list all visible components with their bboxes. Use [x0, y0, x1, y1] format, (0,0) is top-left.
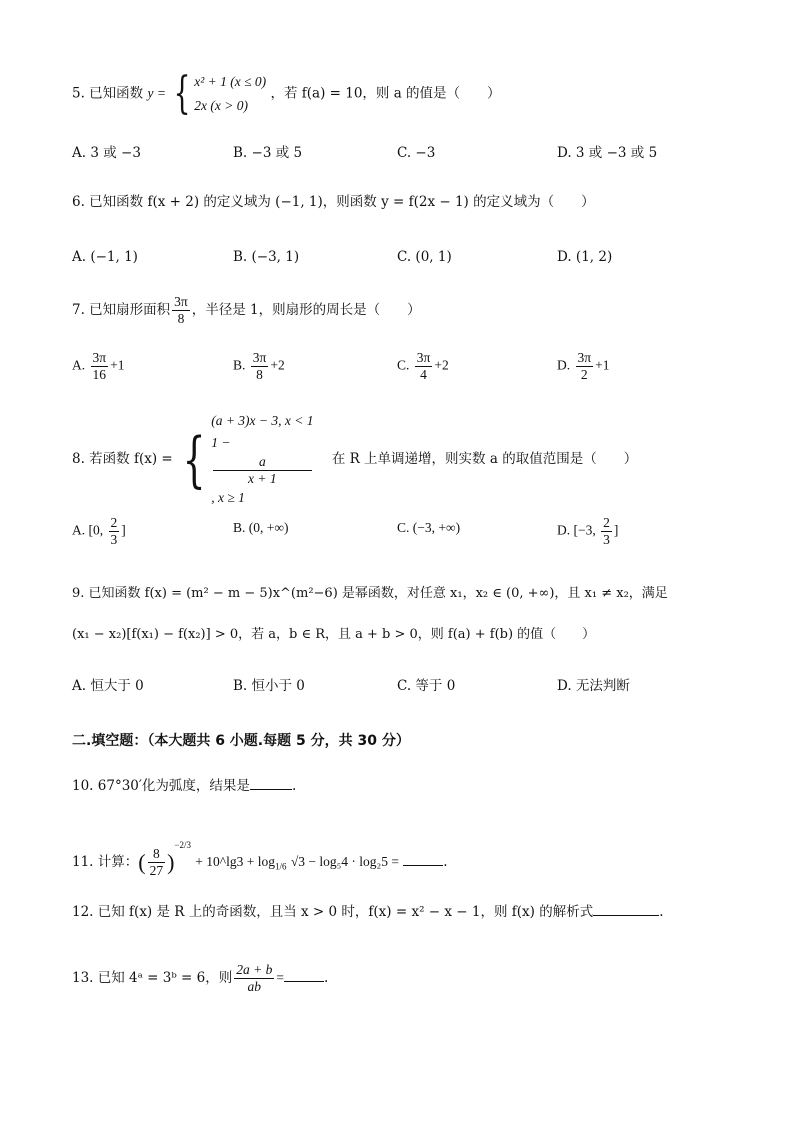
q11-log-base: 1/6 — [275, 861, 287, 872]
q11-exponent: −2/3 — [174, 840, 191, 850]
q7-option-fraction — [91, 350, 109, 383]
q12-text: 12. 已知 f(x) 是 R 上的奇函数，且当 x > 0 时，f(x) = x² − x − 1，则 f(x) 的解析式 — [72, 904, 594, 920]
frac-num: 2a + b — [236, 962, 273, 977]
frac-num: 3π — [416, 350, 431, 365]
q11-lead: 11. 计算： — [72, 854, 139, 870]
q8-option-a — [72, 515, 126, 548]
frac-num: 3π — [577, 350, 592, 365]
q5-lead: 5. 已知函数 — [72, 85, 144, 102]
q8-option-post: ] — [121, 522, 126, 538]
q9-option-c: C. 等于 0 — [397, 678, 456, 694]
q8-option-label: A. — [72, 522, 86, 538]
q7-option-rest: +2 — [270, 357, 285, 373]
q8-option-pre: (−3, +∞) — [412, 520, 461, 535]
q10-end: . — [291, 778, 297, 794]
q8-option-b — [233, 518, 289, 538]
frac-den: 3 — [603, 532, 610, 547]
q11-fraction — [148, 846, 166, 879]
q8-option-label: C. — [397, 520, 410, 535]
q6-option-b: B. (−3, 1) — [233, 249, 300, 265]
frac-den: 2 — [580, 367, 588, 382]
q13-lead: 13. 已知 4ᵃ = 3ᵇ = 6，则 — [72, 970, 233, 986]
q8-option-fraction — [601, 515, 612, 548]
q8-case2 — [211, 432, 313, 509]
q7-fraction — [172, 294, 190, 327]
q9-option-a: A. 恒大于 0 — [72, 678, 144, 694]
q8-option-post: ] — [613, 522, 619, 538]
q5-option-d: D. 3 或 −3 或 5 — [557, 145, 658, 161]
q5-case1: x² + 1 (x ≤ 0) — [194, 74, 267, 89]
q7-option-fraction — [251, 350, 269, 383]
frac-num: 2 — [110, 515, 118, 530]
q8-option-pre: [−3, — [573, 522, 600, 538]
frac-num: 3π — [92, 350, 107, 365]
q6-option-a: A. (−1, 1) — [72, 249, 138, 265]
frac-num: 2 — [603, 515, 610, 530]
q13-end: . — [323, 970, 329, 986]
brace-icon: { — [182, 424, 206, 495]
q7-option-d — [557, 350, 609, 383]
q7-frac-den: 8 — [177, 311, 185, 326]
question-10 — [72, 776, 296, 796]
frac-num: a — [213, 454, 311, 471]
q8-option-label: D. — [557, 522, 571, 538]
q8-case2-pre: 1 − — [211, 435, 231, 450]
q7-frac-num: 3π — [174, 294, 188, 309]
q5-option-a: A. 3 或 −3 — [72, 145, 141, 161]
q7-option-rest: +2 — [434, 357, 449, 373]
frac-den: 8 — [256, 367, 263, 382]
question-8 — [72, 410, 637, 509]
q8-option-label: B. — [233, 520, 246, 535]
q8-option-pre: [0, — [88, 522, 107, 538]
question-5 — [72, 70, 501, 118]
q8-option-c — [397, 518, 460, 538]
answer-blank[interactable] — [593, 902, 659, 916]
answer-blank[interactable] — [284, 968, 324, 982]
question-9-line-2: (x₁ − x₂)[f(x₁) − f(x₂)] > 0，若 a，b ∈ R，且 a + b > 0，则 f(a) + f(b) 的值（ ） — [72, 627, 596, 642]
frac-den: 27 — [149, 863, 164, 878]
question-9-line-1: 9. 已知函数 f(x) = (m² − m − 5)x^(m²−6) 是幂函数，对任意 x₁，x₂ ∈ (0, +∞)，且 x₁ ≠ x₂，满足 — [72, 586, 668, 601]
q7-option-a — [72, 350, 124, 383]
section-title-fill-in: 二.填空题：（本大题共 6 小题.每题 5 分，共 30 分） — [72, 733, 410, 749]
paren-left: ( — [138, 849, 146, 875]
q8-option-fraction — [109, 515, 120, 548]
q11-mid: + 10^lg3 + log — [195, 854, 275, 869]
paren-right: ) — [167, 849, 175, 875]
question-7 — [72, 294, 421, 327]
frac-den: 3 — [110, 532, 118, 547]
q6-option-c: C. (0, 1) — [397, 249, 452, 265]
q7-option-rest: +1 — [110, 357, 125, 373]
q11-rest: √3 − log₅4 · log₂5 = — [290, 854, 399, 869]
q7-option-label: C. — [397, 357, 410, 373]
q13-eq: = — [276, 970, 284, 985]
q5-case2: 2x (x > 0) — [194, 98, 248, 113]
q8-case2-post: , x ≥ 1 — [211, 490, 245, 505]
question-6: 6. 已知函数 f(x + 2) 的定义域为 (−1, 1)，则函数 y = f(2x − 1) 的定义域为（ ） — [72, 194, 595, 210]
q5-cases — [194, 70, 266, 118]
brace-icon: { — [173, 68, 191, 119]
q5-tail: ，若 f(a) = 10，则 a 的值是（ ） — [270, 85, 501, 102]
frac-den: 4 — [420, 367, 427, 382]
q12-end: . — [659, 904, 664, 920]
q7-tail: ，半径是 1，则扇形的周长是（ ） — [191, 302, 421, 318]
q10-text: 10. 67°30′化为弧度，结果是 — [72, 778, 250, 794]
q7-option-rest: +1 — [595, 357, 610, 373]
q7-option-b — [233, 350, 285, 383]
q13-fraction — [234, 962, 274, 995]
answer-blank[interactable] — [403, 852, 443, 866]
q6-option-d: D. (1, 2) — [557, 249, 613, 265]
question-13 — [72, 962, 328, 995]
q8-tail: 在 R 上单调递增，则实数 a 的取值范围是（ ） — [331, 451, 638, 467]
frac-den: x + 1 — [248, 471, 277, 486]
q7-option-label: A. — [72, 357, 86, 373]
frac-num: 8 — [148, 846, 166, 863]
q7-option-fraction — [415, 350, 433, 383]
frac-den: 16 — [92, 367, 107, 382]
answer-blank[interactable] — [250, 776, 292, 790]
q7-option-c — [397, 350, 449, 383]
frac-num: 3π — [252, 350, 267, 365]
q5-func: y = — [147, 85, 166, 101]
q8-cases — [211, 410, 313, 509]
q5-option-b: B. −3 或 5 — [233, 145, 303, 161]
q11-end: . — [443, 854, 448, 870]
question-11 — [72, 835, 448, 879]
q7-option-fraction — [576, 350, 594, 383]
q8-case1: (a + 3)x − 3, x < 1 — [211, 413, 314, 428]
q7-option-label: B. — [233, 357, 246, 373]
q7-lead: 7. 已知扇形面积 — [72, 302, 171, 318]
q8-case2-fraction — [213, 454, 311, 487]
q9-option-d: D. 无法判断 — [557, 678, 630, 694]
question-12 — [72, 902, 664, 922]
q5-option-c: C. −3 — [397, 145, 436, 161]
q8-option-pre: (0, +∞) — [248, 520, 289, 535]
q7-option-label: D. — [557, 357, 571, 373]
frac-den: ab — [247, 979, 262, 994]
q9-option-b: B. 恒小于 0 — [233, 678, 305, 694]
q8-option-d — [557, 515, 618, 548]
q8-lead: 8. 若函数 f(x) = — [72, 451, 173, 467]
